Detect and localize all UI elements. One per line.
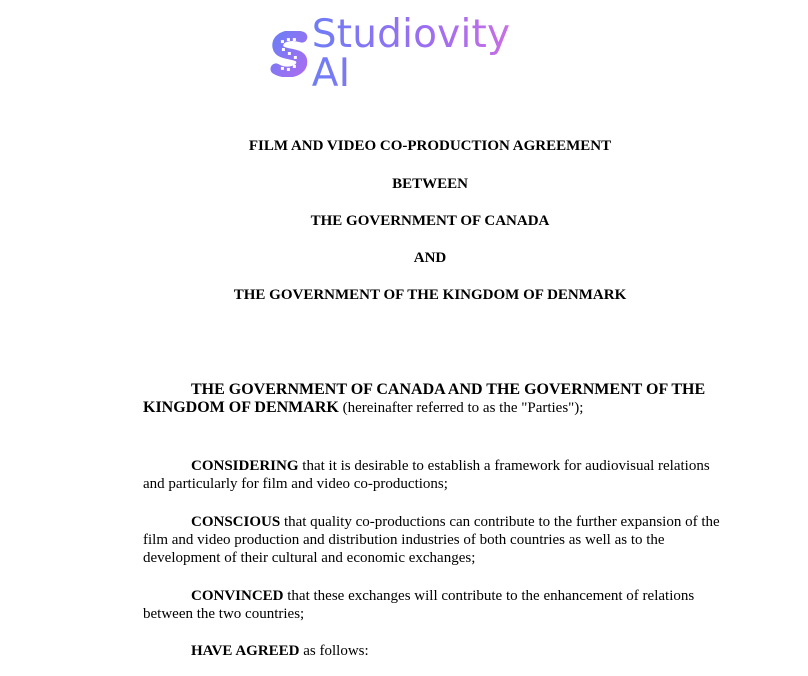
conscious-rest: that quality co-productions can contribute to the further expansion of the film and video production and distribution industries of both countries as well as to the development of their cultural and economic exchanges; — [143, 514, 720, 566]
conscious-bold: CONSCIOUS — [191, 514, 281, 530]
convinced-bold: CONVINCED — [191, 588, 284, 604]
title-and: AND — [413, 250, 447, 266]
film-strip-s-icon — [270, 31, 310, 77]
agreed-rest: as follows: — [299, 643, 369, 659]
convinced-paragraph — [143, 587, 723, 623]
logo-text: Studiovity AI — [312, 15, 560, 93]
preamble-parties — [143, 381, 723, 417]
considering-rest: that it is desirable to establish a framework for audiovisual relations and particularly for film and video co-productions; — [143, 458, 710, 492]
parties-rest: (hereinafter referred to as the "Parties"); — [338, 400, 584, 416]
considering-bold: CONSIDERING — [191, 458, 299, 474]
studiovity-logo — [270, 12, 560, 96]
considering-paragraph — [143, 457, 723, 493]
parties-bold: THE GOVERNMENT OF CANADA AND THE GOVERNMENT OF THE KINGDOM OF DENMARK — [143, 381, 706, 416]
convinced-rest: that these exchanges will contribute to the enhancement of relations between the two countries; — [143, 588, 695, 622]
title-party-canada: THE GOVERNMENT OF CANADA — [310, 213, 550, 229]
conscious-paragraph — [143, 513, 723, 567]
title-between: BETWEEN — [392, 176, 468, 192]
agreed-paragraph — [143, 642, 723, 660]
document-title: FILM AND VIDEO CO-PRODUCTION AGREEMENT — [248, 138, 612, 154]
title-party-denmark: THE GOVERNMENT OF THE KINGDOM OF DENMARK — [233, 287, 627, 303]
agreed-bold: HAVE AGREED — [191, 643, 300, 659]
